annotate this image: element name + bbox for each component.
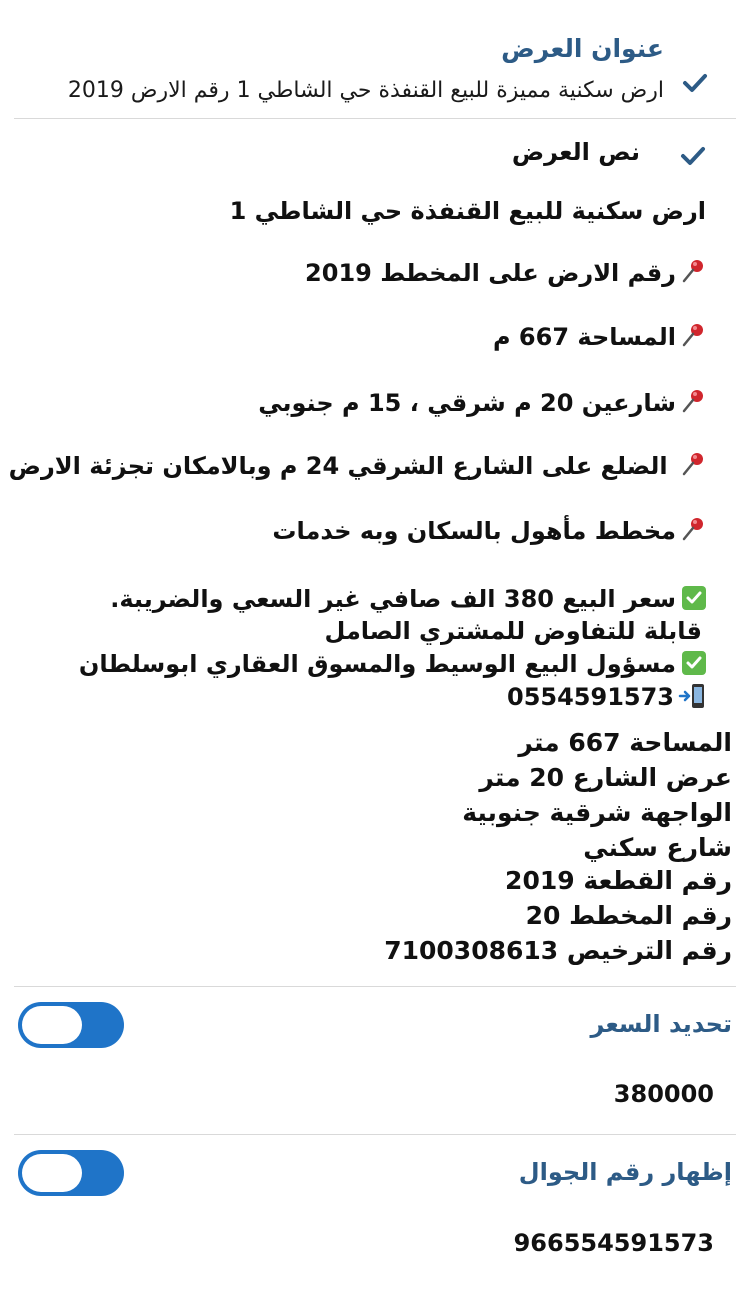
pushpin-icon bbox=[680, 516, 706, 542]
pinned-line-text: رقم الارض على المخطط 2019 bbox=[305, 259, 676, 287]
price-value[interactable]: 380000 bbox=[613, 1080, 714, 1108]
green-checkbox-icon bbox=[682, 651, 706, 675]
detail-line: الواجهة شرقية جنوبية bbox=[462, 798, 732, 827]
detail-line: شارع سكني bbox=[583, 833, 732, 862]
pinned-line-text: المساحة 667 م bbox=[492, 323, 676, 351]
offer-body-intro: ارض سكنية للبيع القنفذة حي الشاطي 1 bbox=[229, 197, 706, 225]
phone-line bbox=[507, 682, 706, 712]
divider bbox=[14, 986, 736, 987]
show-phone-label: إظهار رقم الجوال bbox=[518, 1158, 732, 1186]
negotiable-line: قابلة للتفاوض للمشتري الصامل bbox=[324, 617, 702, 645]
detail-line: رقم القطعة 2019 bbox=[505, 866, 732, 895]
pinned-line bbox=[258, 388, 706, 418]
green-checkbox-icon bbox=[682, 586, 706, 610]
pushpin-icon bbox=[680, 451, 706, 477]
price-setting-label: تحديد السعر bbox=[590, 1010, 732, 1038]
offer-title-value[interactable]: ارض سكنية مميزة للبيع القنفذة حي الشاطي 1 رقم الارض 2019 bbox=[67, 78, 664, 103]
pinned-line-text: شارعين 20 م شرقي ، 15 م جنوبي bbox=[258, 389, 676, 417]
pushpin-icon bbox=[680, 258, 706, 284]
contact-line bbox=[79, 649, 706, 679]
pinned-line bbox=[305, 258, 706, 288]
pushpin-icon bbox=[680, 322, 706, 348]
pinned-line bbox=[272, 516, 706, 546]
offer-body-heading: نص العرض bbox=[511, 138, 640, 166]
price-line bbox=[110, 584, 706, 614]
detail-line: رقم المخطط 20 bbox=[525, 901, 732, 930]
checkmark-icon bbox=[680, 68, 710, 98]
contact-line-text: مسؤول البيع الوسيط والمسوق العقاري ابوسلطان bbox=[78, 650, 676, 678]
price-line-text: سعر البيع 380 الف صافي غير السعي والضريبة. bbox=[110, 585, 676, 613]
checkmark-icon bbox=[678, 141, 708, 171]
detail-line: رقم الترخيص 7100308613 bbox=[384, 936, 732, 965]
phone-number-value[interactable]: 966554591573 bbox=[513, 1229, 714, 1257]
pinned-line-text: مخطط مأهول بالسكان وبه خدمات bbox=[272, 517, 676, 545]
toggle-knob bbox=[22, 1006, 82, 1044]
show-phone-toggle[interactable] bbox=[18, 1150, 124, 1196]
detail-line: عرض الشارع 20 متر bbox=[479, 763, 732, 792]
divider bbox=[14, 118, 736, 119]
detail-line: المساحة 667 متر bbox=[518, 728, 732, 757]
pushpin-icon bbox=[680, 388, 706, 414]
pinned-line bbox=[493, 322, 706, 352]
pinned-line bbox=[9, 451, 706, 481]
offer-title-heading: عنوان العرض bbox=[501, 34, 664, 63]
divider bbox=[14, 1134, 736, 1135]
phone-line-text: 0554591573 bbox=[507, 683, 674, 711]
toggle-knob bbox=[22, 1154, 82, 1192]
mobile-phone-arrow-icon bbox=[678, 682, 706, 710]
pinned-line-text: الضلع على الشارع الشرقي 24 م وبالامكان تجزئة الارض bbox=[8, 452, 676, 480]
price-toggle[interactable] bbox=[18, 1002, 124, 1048]
